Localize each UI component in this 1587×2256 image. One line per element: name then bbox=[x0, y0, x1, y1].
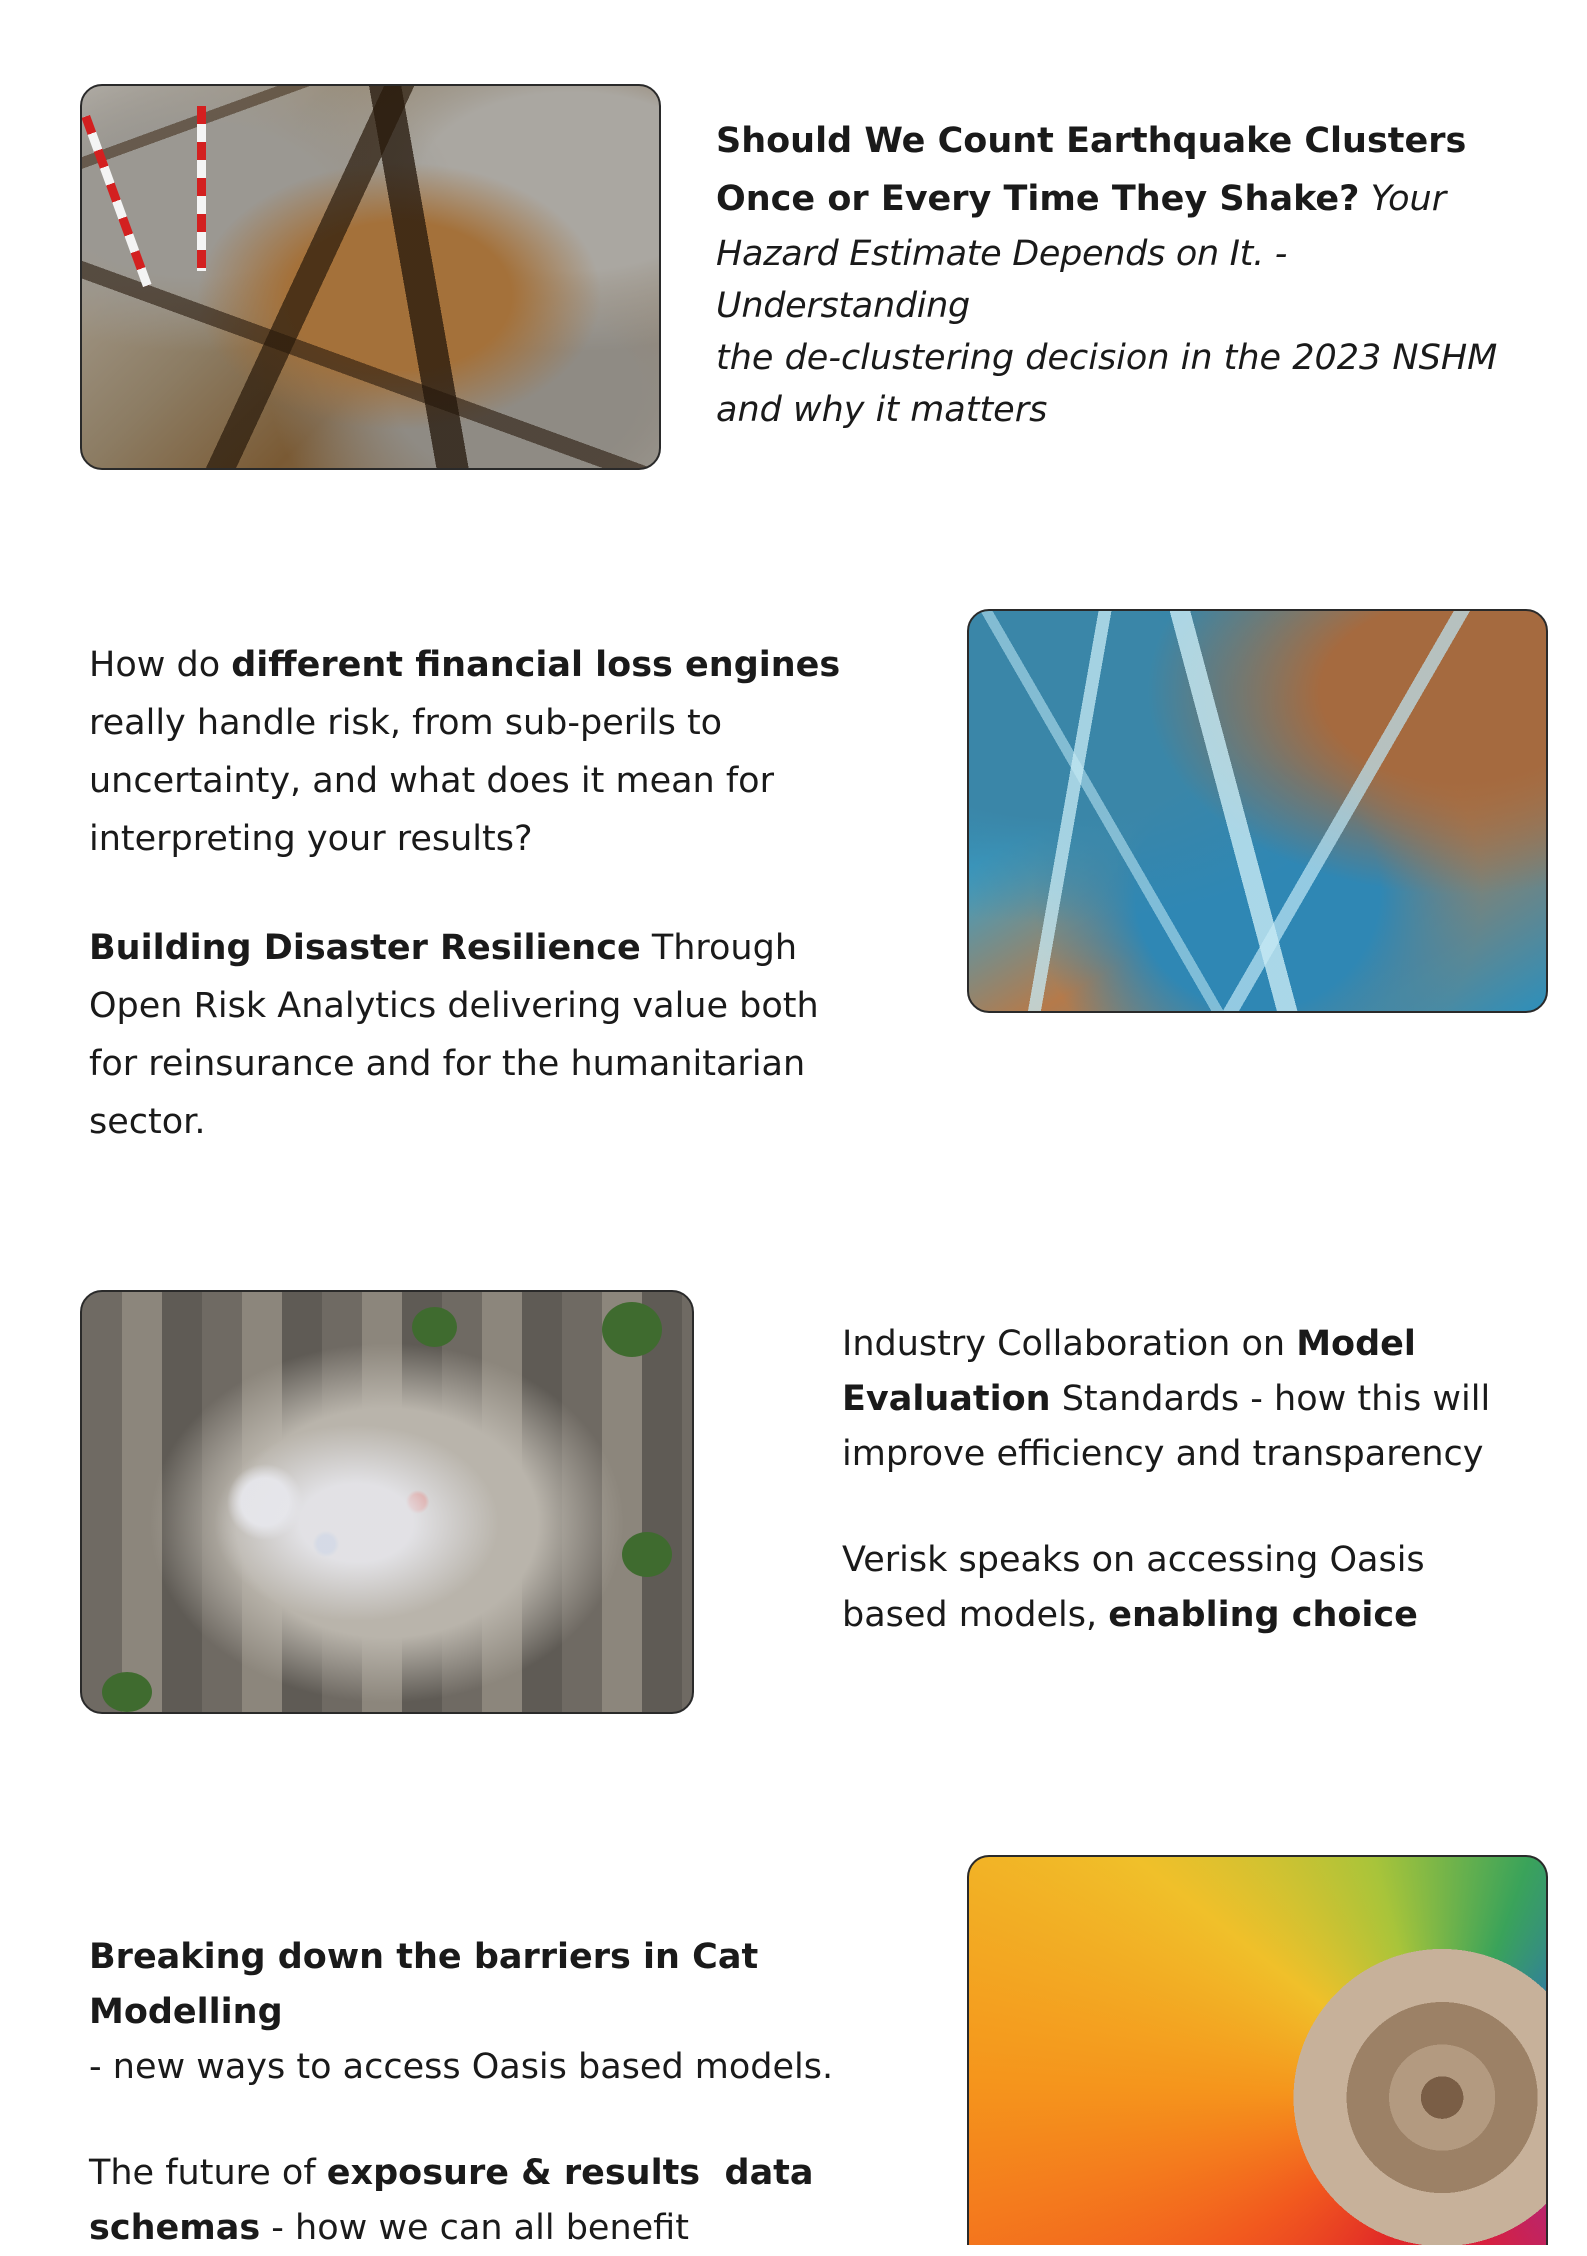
text-line bbox=[89, 1930, 929, 2040]
warning-pole-right bbox=[197, 106, 206, 271]
loss-line-1a: How do bbox=[89, 645, 232, 685]
colorful-fan-blocks-photo bbox=[967, 1855, 1548, 2245]
resilience-line-4: sector. bbox=[89, 1102, 206, 1142]
cat-line-1: Breaking down the barriers in Cat Modelling bbox=[89, 1937, 759, 2032]
earthquake-sub-3: the de-clustering decision in the 2023 NSHM bbox=[716, 338, 1498, 378]
text-line bbox=[716, 112, 1516, 170]
text-line bbox=[716, 170, 1516, 228]
eval-line-3: improve efficiency and transparency bbox=[842, 1434, 1484, 1474]
text-line bbox=[842, 1372, 1562, 1427]
resilience-line-3: for reinsurance and for the humanitarian bbox=[89, 1044, 806, 1084]
tree-canopy bbox=[412, 1307, 457, 1347]
schema-line-1b: exposure & results data bbox=[326, 2153, 814, 2193]
earthquake-sub-1: Your bbox=[1359, 179, 1447, 219]
text-line bbox=[842, 1588, 1562, 1643]
cat-modelling-text bbox=[89, 1930, 929, 2256]
text-line bbox=[89, 2201, 929, 2256]
earthquake-title-line-2: Once or Every Time They Shake? bbox=[716, 179, 1360, 219]
eval-line-2a: Evaluation bbox=[842, 1379, 1051, 1419]
text-line bbox=[89, 810, 909, 868]
warning-pole-left bbox=[81, 115, 151, 287]
text-line bbox=[716, 228, 1516, 332]
braided-river-aerial-photo bbox=[967, 609, 1548, 1013]
eval-line-2b: Standards - how this will bbox=[1050, 1379, 1491, 1419]
eval-line-1a: Industry Collaboration on bbox=[842, 1324, 1297, 1364]
text-line bbox=[89, 977, 909, 1035]
text-line bbox=[89, 2040, 929, 2095]
resilience-line-2: Open Risk Analytics delivering value both bbox=[89, 986, 819, 1026]
text-line bbox=[716, 384, 1516, 436]
tree-canopy bbox=[622, 1532, 672, 1577]
text-line bbox=[716, 332, 1516, 384]
verisk-line-2a: based models, bbox=[842, 1595, 1109, 1635]
text-line bbox=[89, 1035, 909, 1093]
schema-line-1a: The future of bbox=[89, 2153, 327, 2193]
schema-line-2b: - how we can all benefit bbox=[260, 2208, 689, 2248]
text-line bbox=[89, 1093, 909, 1151]
loss-line-2: really handle risk, from sub-perils to bbox=[89, 703, 723, 743]
tree-canopy bbox=[602, 1302, 662, 1357]
text-line bbox=[842, 1317, 1562, 1372]
model-evaluation-text bbox=[842, 1317, 1562, 1643]
text-line bbox=[89, 752, 909, 810]
cat-line-2: - new ways to access Oasis based models. bbox=[89, 2047, 834, 2087]
text-line bbox=[89, 2146, 929, 2201]
schema-line-2a: schemas bbox=[89, 2208, 261, 2248]
earthquake-clusters-text bbox=[716, 112, 1516, 436]
resilience-line-1b: Through bbox=[640, 928, 798, 968]
earthquake-sub-4: and why it matters bbox=[716, 390, 1048, 430]
text-line bbox=[842, 1533, 1562, 1588]
verisk-line-1: Verisk speaks on accessing Oasis bbox=[842, 1540, 1425, 1580]
text-line bbox=[842, 1427, 1562, 1482]
earthquake-sub-2: Hazard Estimate Depends on It. - Understanding bbox=[716, 234, 1288, 326]
resilience-line-1a: Building Disaster Resilience bbox=[89, 928, 641, 968]
text-line bbox=[89, 694, 909, 752]
loss-line-3: uncertainty, and what does it mean for bbox=[89, 761, 774, 801]
earthquake-title-line-1: Should We Count Earthquake Clusters bbox=[716, 121, 1467, 161]
loss-line-1b: different financial loss engines bbox=[231, 645, 841, 685]
text-line bbox=[89, 919, 909, 977]
text-line bbox=[89, 636, 909, 694]
tree-canopy bbox=[102, 1672, 152, 1712]
loss-line-4: interpreting your results? bbox=[89, 819, 533, 859]
verisk-line-2b: enabling choice bbox=[1108, 1595, 1418, 1635]
loss-engines-text bbox=[89, 636, 909, 1151]
eval-line-1b: Model bbox=[1296, 1324, 1416, 1364]
cracked-asphalt-earthquake-photo bbox=[80, 84, 661, 470]
aerial-tent-camp-photo bbox=[80, 1290, 694, 1714]
